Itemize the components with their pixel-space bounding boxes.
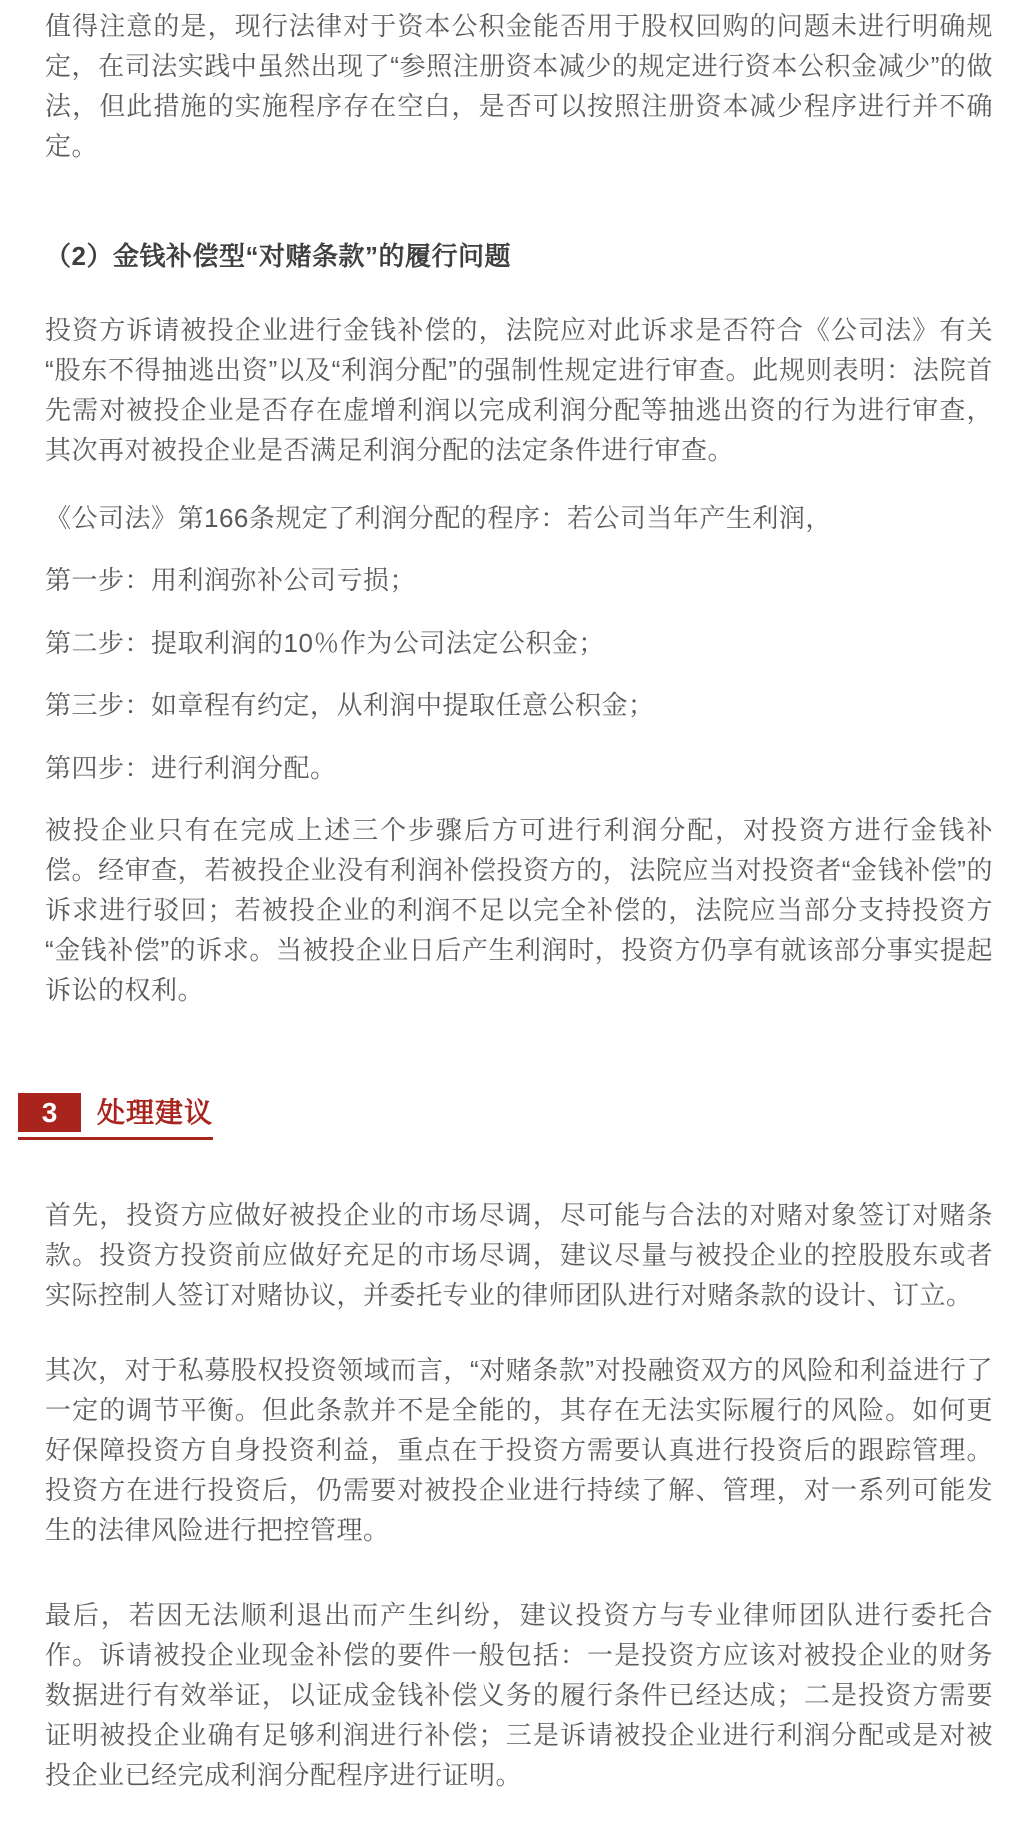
step-4: 第四步：进行利润分配。 — [45, 753, 337, 783]
paragraph-advice-first: 首先，投资方应做好被投企业的市场尽调，尽可能与合法的对赌对象签订对赌条款。投资方投资前应做好充足的市场尽调，建议尽量与被投企业的控股股东或者实际控制人签订对赌协议，并委托专业的律师团队进行对赌条款的设计、订立。 — [45, 1200, 993, 1310]
section-header-row — [18, 1093, 993, 1132]
paragraph-capital-reserve-note: 值得注意的是，现行法律对于资本公积金能否用于股权回购的问题未进行明确规定，在司法实践中虽然出现了“参照注册资本减少的规定进行资本公积金减少”的做法，但此措施的实施程序存在空白，是否可以按照注册资本减少程序进行并不确定。 — [45, 11, 993, 161]
step-1: 第一步：用利润弥补公司亏损； — [45, 565, 417, 595]
paragraph-advice-second: 其次，对于私募股权投资领域而言，“对赌条款”对投融资双方的风险和利益进行了一定的调节平衡。但此条款并不是全能的，其存在无法实际履行的风险。如何更好保障投资方自身投资利益，重点在于投资方需要认真进行投资后的跟踪管理。投资方在进行投资后，仍需要对被投企业进行持续了解、管理，对一系列可能发生的法律风险进行把控管理。 — [45, 1355, 993, 1545]
paragraph-company-law-166: 《公司法》第166条规定了利润分配的程序：若公司当年产生利润， — [45, 503, 832, 533]
step-2: 第二步：提取利润的10％作为公司法定公积金； — [45, 628, 605, 658]
paragraph-advice-last: 最后，若因无法顺利退出而产生纠纷，建议投资方与专业律师团队进行委托合作。诉请被投企业现金补偿的要件一般包括：一是投资方应该对被投企业的财务数据进行有效举证，以证成金钱补偿义务的履行条件已经达成；二是投资方需要证明被投企业确有足够利润进行补偿；三是诉请被投企业进行利润分配或是对被投企业已经完成利润分配程序进行证明。 — [45, 1600, 993, 1790]
paragraph-profit-distribution-conclusion: 被投企业只有在完成上述三个步骤后方可进行利润分配，对投资方进行金钱补偿。经审查，若被投企业没有利润补偿投资方的，法院应当对投资者“金钱补偿”的诉求进行驳回；若被投企业的利润不足以完全补偿的，法院应当部分支持投资方“金钱补偿”的诉求。当被投企业日后产生利润时，投资方仍享有就该部分事实提起诉讼的权利。 — [45, 815, 993, 1005]
subheading-monetary-compensation: （2）金钱补偿型“对赌条款”的履行问题 — [45, 241, 511, 271]
section-header-handling-advice — [18, 1093, 993, 1140]
paragraph-court-review-rule: 投资方诉请被投企业进行金钱补偿的，法院应对此诉求是否符合《公司法》有关“股东不得抽逃出资”以及“利润分配”的强制性规定进行审查。此规则表明：法院首先需对被投企业是否存在虚增利润以完成利润分配等抽逃出资的行为进行审查，其次再对被投企业是否满足利润分配的法定条件进行审查。 — [45, 315, 993, 465]
section-number-badge: 3 — [18, 1093, 81, 1132]
step-3: 第三步：如章程有约定，从利润中提取任意公积金； — [45, 690, 655, 720]
section-title: 处理建议 — [97, 1097, 214, 1128]
section-underline — [18, 1137, 213, 1140]
